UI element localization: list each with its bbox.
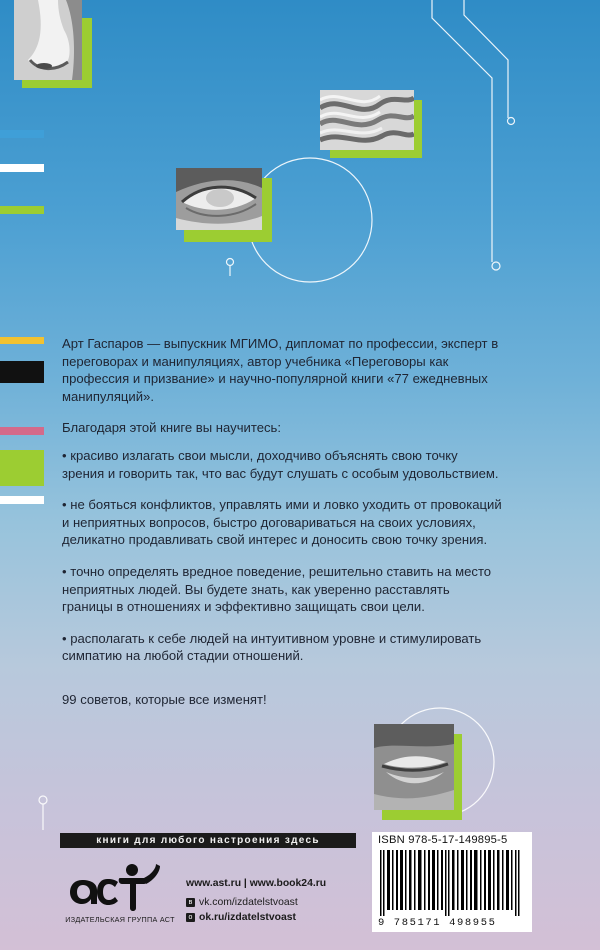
barcode-digits: 9 785171 498955 bbox=[378, 917, 497, 929]
stripe-white-1 bbox=[0, 164, 44, 172]
barcode-image bbox=[378, 850, 526, 916]
stripe-pink bbox=[0, 427, 44, 435]
logo-caption: ИЗДАТЕЛЬСКАЯ ГРУППА АСТ bbox=[65, 915, 175, 924]
stripe-blue bbox=[0, 130, 44, 138]
isbn-barcode-box bbox=[372, 832, 532, 932]
vk-link-text[interactable]: vk.com/izdatelstvoast bbox=[199, 897, 298, 908]
isbn-text: ISBN 978-5-17-149895-5 bbox=[378, 834, 508, 846]
closing-line: 99 советов, которые все изменят! bbox=[62, 691, 267, 707]
bullet-item: • точно определять вредное поведение, решительно ставить на место неприятных людей. Вы будете знать, как уверенно расставлять границы в отношениях и эффективно защищать свои цели. bbox=[62, 563, 492, 615]
author-bio: Арт Гаспаров — выпускник МГИМО, дипломат по профессии, эксперт в переговорах и манипуляциях, автор учебника «Переговоры как профессия и призвание» и научно-популярной книги «77 ежедневных манипуляций». bbox=[62, 336, 499, 404]
bullet-item: • красиво излагать свои мысли, доходчиво объяснять свою точку зрения и говорить так, что вас будут слушать с особым удовольствием. bbox=[62, 447, 499, 481]
bullet-item: • не бояться конфликтов, управлять ими и ловко уходить от провокаций и неприятных вопросов, быстро договариваться на своих условиях, деликатно продавливать свой интерес и доносить свою точку зрения. bbox=[62, 497, 502, 548]
ok-link-text[interactable]: ok.ru/izdatelstvoast bbox=[199, 912, 297, 923]
intro-line: Благодаря этой книге вы научитесь: bbox=[62, 420, 281, 436]
website-links[interactable] bbox=[186, 878, 326, 889]
statue-lips-image bbox=[374, 724, 454, 810]
stripe-white-2 bbox=[0, 496, 44, 504]
vk-icon: в bbox=[186, 898, 195, 907]
ast-logo bbox=[60, 860, 180, 930]
stripe-green-2 bbox=[0, 450, 44, 486]
tagline-bar: книги для любого настроения здесь bbox=[60, 833, 356, 848]
ok-icon: о bbox=[186, 913, 195, 922]
bullet-item: • располагать к себе людей на интуитивном уровне и стимулировать симпатию на любой стадии отношений. bbox=[62, 630, 482, 664]
ok-link[interactable] bbox=[186, 912, 296, 923]
vk-link[interactable] bbox=[186, 897, 298, 908]
stripe-yellow bbox=[0, 337, 44, 344]
statue-nose-image bbox=[14, 0, 82, 80]
statue-eye-image bbox=[176, 168, 262, 230]
ast-logo-mark bbox=[60, 860, 180, 916]
back-cover-text bbox=[62, 335, 502, 723]
stripe-green-1 bbox=[0, 206, 44, 214]
stripe-black bbox=[0, 361, 44, 383]
statue-hair-image bbox=[320, 90, 414, 150]
website-links-text[interactable]: www.ast.ru | www.book24.ru bbox=[186, 878, 327, 889]
